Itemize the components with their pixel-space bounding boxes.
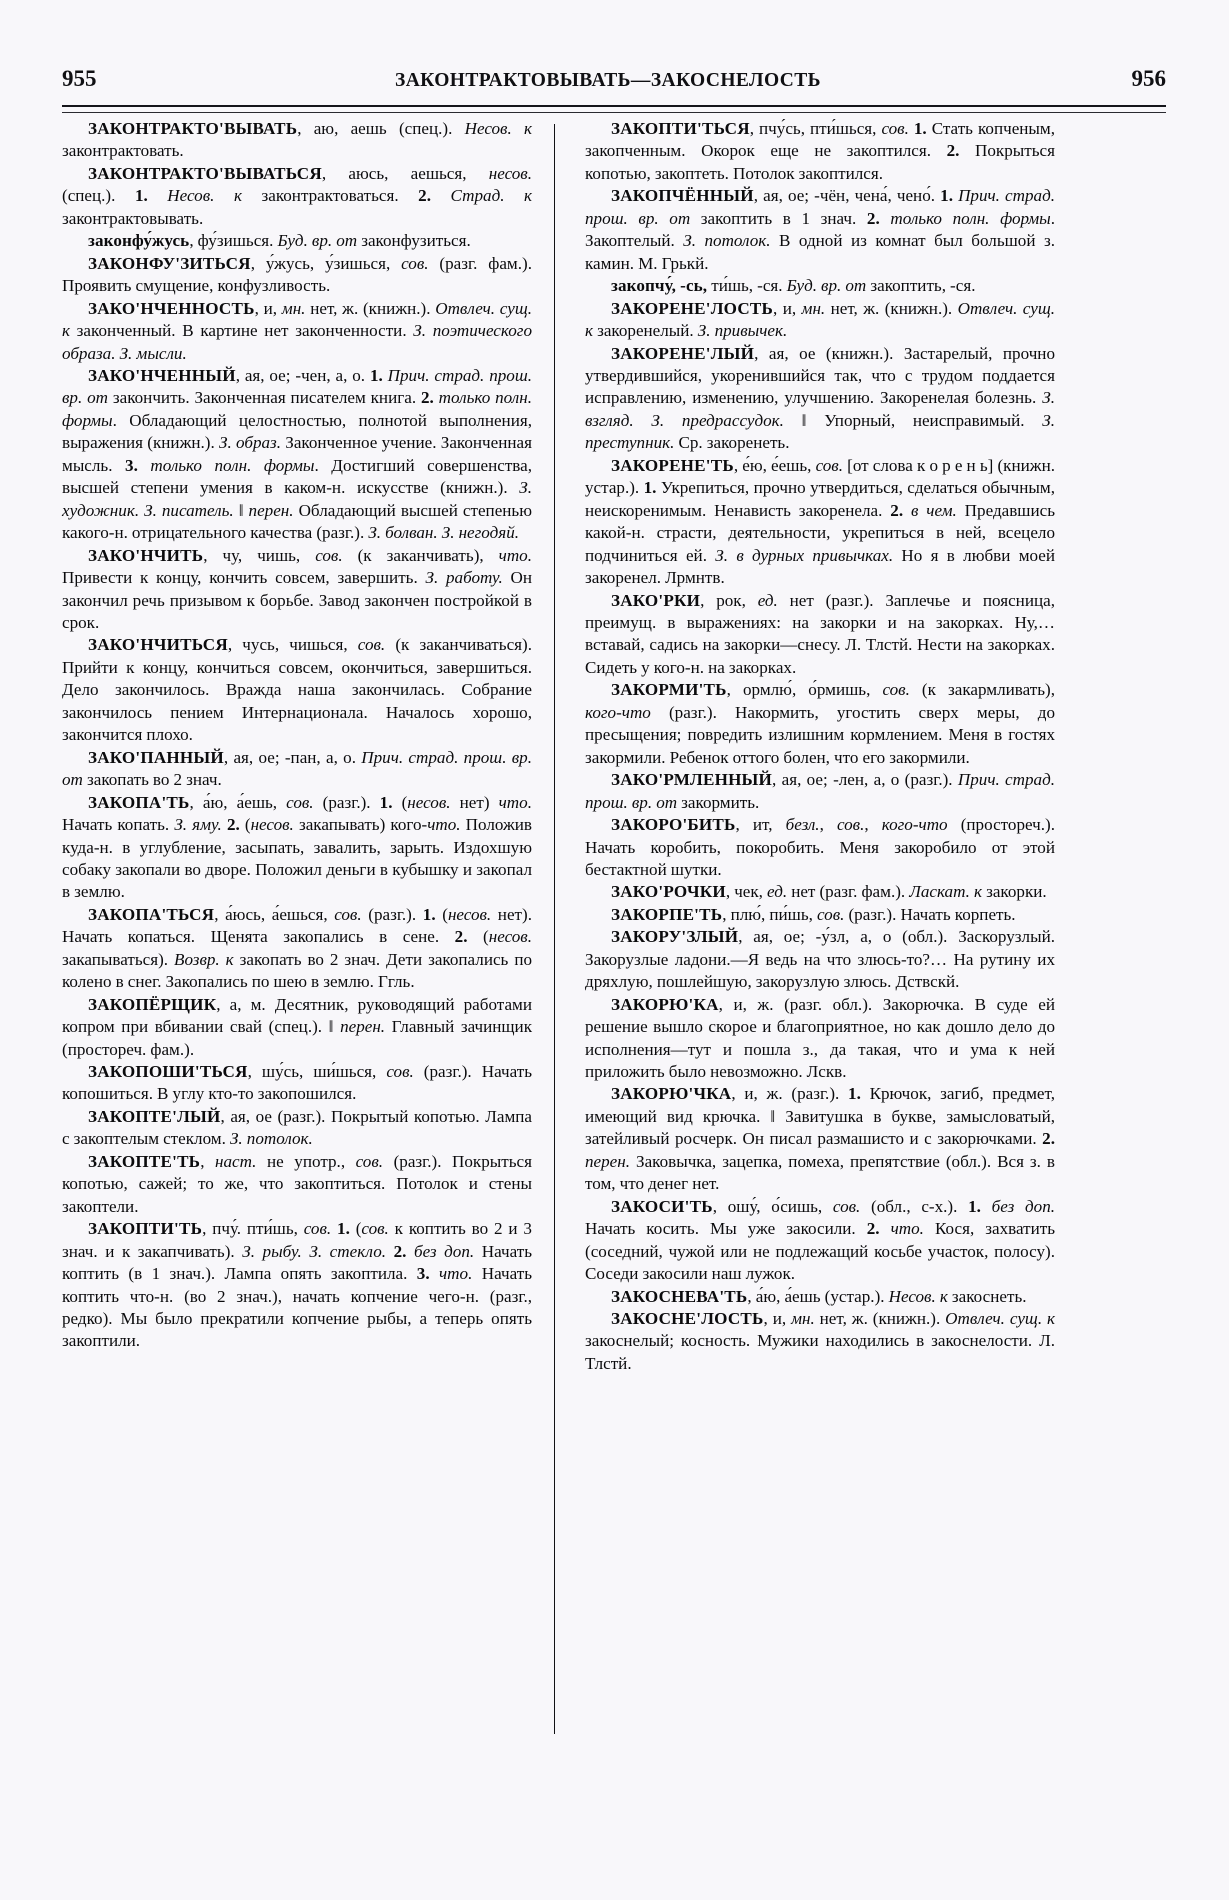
- dictionary-entry: [585, 904, 1055, 926]
- entry-headword: ЗАКОНТРАКТО'ВЫВАТЬ: [88, 119, 298, 138]
- entry-definition: , чусь, чишься, сов. (к заканчиваться). Прийти к концу, кончиться совсем, окончиться, завершиться. Дело закончилось. Вражда наша закончилась. Собрание закончилось пением Интернационала. Началось хорошо, закончится плохо.: [62, 635, 532, 745]
- entry-definition: , ит, безл., сов., кого-что (простореч.). Начать коробить, покоробить. Меня закоробило от этой бестактной шутки.: [585, 815, 1055, 879]
- entry-definition: , аю, аешь (спец.). Несов. к законтрактовать.: [62, 119, 532, 161]
- entry-headword: ЗАКОРЕНЕ'ЛОСТЬ: [611, 298, 774, 318]
- dictionary-entry: [585, 1083, 1055, 1195]
- entry-headword: ЗАКОПЁРЩИК: [88, 994, 217, 1014]
- entry-definition: , ая, ое; -у́зл, а, о (обл.). Заскорузлый. Закорузлые ладони.—Я ведь на что злюсь-то?… На рутину их дряхлую, пошлейшую, закорузлую злюсь. Дствскй.: [585, 927, 1055, 992]
- entry-definition: , аюсь, аешься, несов. (спец.). 1. Несов. к законтрактоваться. 2. Страд. к законтрактовывать.: [62, 163, 533, 228]
- dictionary-entry: [62, 253, 532, 298]
- entry-definition: , ая, ое; -лен, а, о (разг.). Прич. страд. прош. вр. от закормить.: [585, 770, 1056, 812]
- entry-definition: , и, ж. (разг. обл.). Закорючка. В суде ей решение вышло скорое и благоприятное, но как дошло дело до исполнения—тут и пошла з., да такая, что и ума к ней приложить было невозможно. Лскв.: [585, 994, 1055, 1082]
- entry-definition: , плю́, пи́шь, сов. (разг.). Начать корпеть.: [722, 904, 1016, 924]
- entry-definition: , рок, ед. нет (разг.). Заплечье и поясница, преимущ. в выражениях: на закорки и на закорках. Ну,… вставай, садись на закорки—снесу. Л. Тлстй. Нести на закорках. Сидеть у кого-н. на закорках.: [585, 590, 1055, 677]
- entry-headword: ЗАКОРУ'ЗЛЫЙ: [611, 927, 739, 947]
- entry-headword: ЗАКОПА'ТЬ: [88, 792, 190, 812]
- entry-headword: ЗАКОРЕНЕ'ТЬ: [611, 455, 734, 475]
- entry-headword: ЗАКОРЕНЕ'ЛЫЙ: [611, 343, 755, 363]
- entry-definition: , а, м. Десятник, руководящий работами копром при вбивании свай (спец.). ‖ перен. Главный зачинщик (простореч. фам.).: [62, 994, 533, 1059]
- entry-definition: , пчу́сь, пти́шься, сов. 1. Стать копченым, закопченным. Окорок еще не закоптился. 2. Покрыться копотью, закоптеть. Потолок закоптился.: [585, 119, 1056, 183]
- entry-definition: , пчу́. пти́шь, сов. 1. (сов. к коптить во 2 и 3 знач. и к закапчивать). З. рыбу. З. стекло. 2. без доп. Начать коптить (в 1 знач.). Лампа опять закоптила. 3. что. Начать коптить что-н. (во 2 знач.), начать копчение чего-н. (разг., редко). Мы было прекратили копчение рыбы, а теперь опять закоптили.: [62, 1219, 533, 1351]
- entry-definition: , чу, чишь, сов. (к заканчивать), что. Привести к концу, кончить совсем, завершить. З. работу. Он закончил речь призывом к борьбе. Завод закончен постройкой в срок.: [62, 545, 532, 632]
- dictionary-entry: [585, 814, 1055, 881]
- dictionary-entry: [62, 118, 532, 163]
- dictionary-entry: [62, 904, 532, 994]
- dictionary-entry: [585, 185, 1055, 275]
- entry-headword: ЗАКО'РМЛЕННЫЙ: [611, 770, 773, 790]
- column-container: [62, 118, 1166, 1763]
- entry-headword: ЗАКОПТЕ'ЛЫЙ: [88, 1106, 221, 1126]
- entry-headword: ЗАКОПТИ'ТЬ: [88, 1219, 203, 1239]
- entry-definition: , наст. не употр., сов. (разг.). Покрыться копотью, сажей; то же, что закоптиться. Потолок и стены закоптели.: [62, 1151, 532, 1216]
- dictionary-entry: [585, 1196, 1055, 1286]
- dictionary-entry: [62, 298, 532, 365]
- header-rule: [62, 105, 1166, 113]
- entry-definition: , и, ж. (разг.). 1. Крючок, загиб, предмет, имеющий вид крючка. ‖ Завитушка в букве, замысловатый, затейливый росчерк. Он писал размашисто и с закорючками. 2. перен. Заковычка, зацепка, помеха, препятствие (обл.). Вся з. в том, что денег нет.: [585, 1084, 1055, 1194]
- entry-definition: , фу́зишься. Буд. вр. от законфузиться.: [189, 231, 471, 251]
- dictionary-entry: [62, 1151, 532, 1218]
- entry-headword: ЗАКОНФУ'ЗИТЬСЯ: [88, 253, 251, 273]
- dictionary-entry: [585, 769, 1055, 814]
- entry-definition: , е́ю, е́ешь, сов. [от слова к о р е н ь] (книжн. устар.). 1. Укрепиться, прочно утвердиться, сделаться обычным, неискоренимым. Ненависть закоренела. 2. в чем. Предавшись какой-н. страсти, деятельности, укрепиться в ней, всецело подчиниться ей. З. в дурных привычках. Но я в любви моей закоренел. Лрмнтв.: [585, 455, 1056, 588]
- entry-headword: ЗАКОРЮ'ЧКА: [611, 1084, 732, 1104]
- dictionary-entry: [62, 1218, 532, 1353]
- entry-definition: , ошу́, о́сишь, сов. (обл., с-х.). 1. без доп. Начать косить. Мы уже закосили. 2. что. Кося, захватить (соседний, чужой или не подлежащий косьбе участок, полосу). Соседи закосили наш лужок.: [585, 1196, 1056, 1284]
- dictionary-entry: [62, 545, 532, 635]
- entry-definition: , и, мн. нет, ж. (книжн.). Отвлеч. сущ. к законченный. В картине нет законченности. З. поэтического образа. З. мысли.: [62, 298, 533, 363]
- folio-left: 955: [62, 66, 97, 91]
- dictionary-entry: [585, 926, 1055, 993]
- entry-definition: , а́ю, а́ешь, сов. (разг.). 1. (несов. нет) что. Начать копать. З. яму. 2. (несов. закапывать) кого-что. Положив куда-н. в углубление, засыпать, завалить, зарыть. Издохшую собаку закопали во дворе. Положил деньги в кубышку и закопал в землю.: [62, 792, 532, 902]
- column-divider: [554, 124, 555, 1734]
- entry-headword: ЗАКОПЧЁННЫЙ: [611, 186, 754, 206]
- entry-headword: ЗАКО'НЧЕННОСТЬ: [88, 298, 255, 318]
- entry-definition: , чек, ед. нет (разг. фам.). Ласкат. к закорки.: [725, 882, 1047, 902]
- entry-definition: , ая, ое (разг.). Покрытый копотью. Лампа с закоптелым стеклом. З. потолок.: [62, 1106, 532, 1149]
- dictionary-entry: [62, 792, 532, 904]
- entry-headword: ЗАКО'НЧИТЬСЯ: [88, 635, 228, 655]
- right-column: [585, 118, 1055, 1763]
- entry-definition: , а́ю, а́ешь (устар.). Несов. к закоснеть.: [747, 1286, 1027, 1306]
- dictionary-entry: [585, 1308, 1055, 1375]
- entry-headword: ЗАКОНТРАКТО'ВЫВАТЬСЯ: [88, 163, 322, 183]
- entry-definition: , а́юсь, а́ешься, сов. (разг.). 1. (несов. нет). Начать копаться. Щенята закопались в сене. 2. (несов. закапываться). Возвр. к закопать во 2 знач. Дети закопались по колено в снег. Закопались по шею в землю. Ггль.: [62, 904, 533, 992]
- entry-headword: ЗАКОСНЕ'ЛОСТЬ: [611, 1309, 764, 1329]
- left-column: [62, 118, 532, 1763]
- entry-headword: ЗАКО'НЧИТЬ: [88, 545, 204, 565]
- entry-headword: ЗАКО'РКИ: [611, 590, 701, 610]
- dictionary-entry: [585, 994, 1055, 1084]
- dictionary-entry: [62, 230, 532, 252]
- dictionary-entry: [585, 118, 1055, 185]
- entry-headword: ЗАКО'НЧЕННЫЙ: [88, 365, 236, 385]
- dictionary-entry: [62, 1106, 532, 1151]
- dictionary-entry: [62, 634, 532, 746]
- entry-headword: ЗАКОСИ'ТЬ: [611, 1196, 713, 1216]
- entry-definition: , и, мн. нет, ж. (книжн.). Отвлеч. сущ. к закоренелый. З. привычек.: [585, 298, 1056, 341]
- dictionary-entry: [62, 1061, 532, 1106]
- entry-definition: ти́шь, -ся. Буд. вр. от закоптить, -ся.: [707, 276, 976, 296]
- dictionary-entry: [62, 747, 532, 792]
- entry-definition: , и, мн. нет, ж. (книжн.). Отвлеч. сущ. к закоснелый; косность. Мужики находились в закоснелости. Л. Тлстй.: [585, 1309, 1056, 1373]
- dictionary-entry: [585, 679, 1055, 769]
- entry-headword: закопчу́, -сь,: [611, 276, 708, 296]
- entry-headword: ЗАКО'РОЧКИ: [611, 882, 726, 902]
- entry-definition: , у́жусь, у́зишься, сов. (разг. фам.). Проявить смущение, конфузливость.: [62, 253, 532, 296]
- dictionary-entry: [585, 298, 1055, 343]
- dictionary-entry: [62, 994, 532, 1061]
- entry-headword: ЗАКОПТЕ'ТЬ: [88, 1151, 201, 1171]
- running-title: ЗАКОНТРАКТОВЫВАТЬ—ЗАКОСНЕЛОСТЬ: [395, 70, 821, 91]
- dictionary-entry: [62, 365, 532, 545]
- entry-definition: , ая, ое; -чен, а, о. 1. Прич. страд. прош. вр. от закончить. Законченная писателем книга. 2. только полн. формы. Обладающий целостностью, полнотой выполнения, выражения (книжн.). З. образ. Законченное учение. Законченная мысль. 3. только полн. формы. Достигший совершенства, высшей степени умения в каком-н. искусстве (книжн.). З. художник. З. писатель. ‖ перен. Обладающий высшей степенью какого-н. отрицательного качества (разг.). З. болван. З. негодяй.: [62, 365, 533, 543]
- entry-headword: ЗАКОСНЕВА'ТЬ: [611, 1286, 748, 1306]
- dictionary-entry: [585, 1286, 1055, 1308]
- entry-headword: ЗАКОРЮ'КА: [611, 994, 719, 1014]
- entry-definition: , ая, ое; -чён, чена́, чено́. 1. Прич. страд. прош. вр. от закоптить в 1 знач. 2. только полн. формы. Закоптелый. З. потолок. В одной из комнат был большой з. камин. М. Грькй.: [585, 186, 1055, 273]
- entry-headword: ЗАКОРО'БИТЬ: [611, 815, 736, 835]
- entry-definition: , ая, ое (книжн.). Застарелый, прочно утвердившийся, укоренившийся так, что с трудом поддается исправлению, изменению, улучшению. Закоренелая болезнь. З. взгляд. З. предрассудок. ‖ Упорный, неисправимый. З. преступник. Ср. закоренеть.: [585, 343, 1055, 453]
- entry-definition: , шу́сь, ши́шься, сов. (разг.). Начать копошиться. В углу кто-то закопошился.: [62, 1062, 532, 1104]
- dictionary-entry: [585, 275, 1055, 297]
- running-head: [62, 66, 1166, 100]
- entry-headword: ЗАКОПТИ'ТЬСЯ: [611, 119, 750, 138]
- dictionary-entry: [585, 590, 1055, 680]
- entry-headword: ЗАКО'ПАННЫЙ: [88, 747, 224, 767]
- dictionary-entry: [585, 343, 1055, 455]
- entry-headword: ЗАКОРМИ'ТЬ: [611, 680, 727, 700]
- dictionary-entry: [585, 881, 1055, 903]
- folio-right: 956: [1131, 66, 1166, 91]
- dictionary-entry: [62, 163, 532, 230]
- entry-headword: ЗАКОПА'ТЬСЯ: [88, 904, 215, 924]
- dictionary-entry: [585, 455, 1055, 590]
- entry-headword: законфу́жусь: [88, 231, 190, 251]
- entry-definition: , ормлю́, о́рмишь, сов. (к закармливать), кого-что (разг.). Накормить, угостить сверх меры, до пресыщения; повредить излишним кормлением. Меня в гостях закормили. Ребенок оттого болен, что его закормили.: [585, 680, 1055, 767]
- entry-definition: , ая, ое; -пан, а, о. Прич. страд. прош. вр. от закопать во 2 знач.: [62, 747, 533, 790]
- entry-headword: ЗАКОПОШИ'ТЬСЯ: [88, 1062, 248, 1082]
- entry-headword: ЗАКОРПЕ'ТЬ: [611, 904, 723, 924]
